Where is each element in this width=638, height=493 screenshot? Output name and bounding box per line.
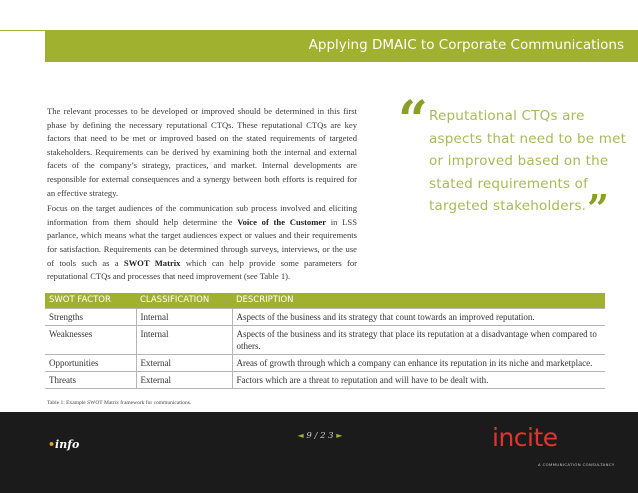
table-cell: External	[136, 371, 232, 388]
table-cell: Opportunities	[45, 354, 136, 371]
table-cell: Strengths	[45, 308, 136, 325]
column-header: SWOT FACTOR	[45, 293, 136, 308]
header-bar	[45, 30, 638, 62]
table-cell: Internal	[136, 308, 232, 325]
next-page-arrow-icon[interactable]: ►	[336, 431, 343, 440]
voice-of-customer-term: Voice of the Customer	[237, 216, 327, 227]
table-cell: Aspects of the business and its strategy that count towards an improved reputation.	[232, 308, 605, 325]
page-title: Applying DMAIC to Corporate Communications	[308, 37, 624, 53]
paragraph-2: Focus on the target audiences of the communication sub process involved and eliciting information from them should help determine the Voice of the Customer in LSS parlance, which means what the target audiences expect or values and their requirements for satisfaction. Requirements can be determined through surveys, interviews, or the use of tools such as a SWOT Matrix which can help provide some parameters for reputational CTQs and processes that need improvement (see Table 1).	[47, 203, 357, 282]
close-quote-icon: ”	[587, 186, 610, 231]
incite-logo[interactable]: incite	[492, 423, 558, 452]
incite-tagline: A COMMUNICATION CONSULTANCY	[538, 462, 615, 467]
page-navigator	[275, 431, 365, 441]
table-cell: Internal	[136, 325, 232, 354]
table-row	[45, 325, 605, 354]
column-header: DESCRIPTION	[232, 293, 605, 308]
column-header: CLASSIFICATION	[136, 293, 232, 308]
table-cell: Aspects of the business and its strategy that place its reputation at a disadvantage when compared to others.	[232, 325, 605, 354]
page-number: 9 / 2 3	[306, 431, 334, 441]
table-row	[45, 354, 605, 371]
body-text	[47, 105, 357, 286]
info-logo-mark-icon: •	[48, 438, 56, 451]
table-cell: Weaknesses	[45, 325, 136, 354]
table-row	[45, 371, 605, 388]
open-quote-icon: “	[398, 90, 428, 151]
table-cell: Factors which are a threat to reputation and will have to be dealt with.	[232, 371, 605, 388]
prev-page-arrow-icon[interactable]: ◄	[297, 431, 304, 440]
pull-quote-text: Reputational CTQs are aspects that need to be met or improved based on the stated requirements of targeted stakeholders.	[429, 108, 627, 214]
table-cell: Threats	[45, 371, 136, 388]
swot-table	[45, 293, 605, 389]
paragraph-1: The relevant processes to be developed or improved should be determined in this first phase by defining the necessary reputational CTQs. These reputational CTQs are key factors that need to be met or improved based on the stated requirements of targeted stakeholders. Requirements can be derived by examining both the internal and external facets of the company’s strategy, practices, and market. Internal developments are responsible for external consequences and a synergy between both efforts is required for an effective strategy.	[47, 106, 357, 198]
table-caption: Table 1: Example SWOT Matrix framework for communications.	[47, 400, 192, 406]
info-logo[interactable]: •info	[48, 438, 80, 451]
swot-matrix-term: SWOT Matrix	[123, 257, 181, 268]
table-row	[45, 308, 605, 325]
table-header-row	[45, 293, 605, 308]
table-cell: External	[136, 354, 232, 371]
table-cell: Areas of growth through which a company can enhance its reputation in its niche and marketplace.	[232, 354, 605, 371]
